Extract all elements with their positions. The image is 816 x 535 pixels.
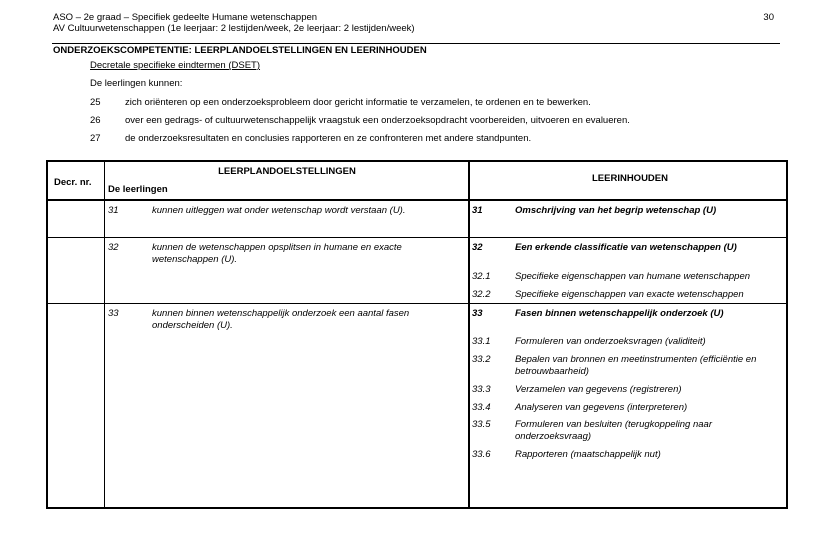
li-sub-text: Specifieke eigenschappen van humane wetenschappen [515, 271, 751, 282]
li-number: 33 [472, 308, 483, 319]
li-text: Een erkende classificatie van wetenschappen (U) [515, 242, 737, 253]
column-header-lpd-sub: De leerlingen [108, 184, 168, 195]
lpd-text: kunnen de wetenschappen opsplitsen in humane en exacte wetenschappen (U). [152, 242, 402, 265]
li-sub-number: 32.1 [472, 271, 491, 282]
lpd-text: kunnen uitleggen wat onder wetenschap wordt verstaan (U). [152, 205, 406, 216]
li-sub-text: Bepalen van bronnen en meetinstrumenten (efficiëntie en betrouwbaarheid) [515, 354, 757, 377]
lpd-number: 31 [108, 205, 119, 216]
header-line-2: AV Cultuurwetenschappen (1e leerjaar: 2 lestijden/week, 2e leerjaar: 2 lestijden/week) [53, 23, 415, 34]
li-sub-number: 33.5 [472, 419, 491, 430]
header-line-1: ASO – 2e graad – Specifiek gedeelte Humane wetenschappen [53, 12, 318, 23]
li-number: 31 [472, 205, 483, 216]
lpd-text: kunnen binnen wetenschappelijk onderzoek een aantal fasen onderscheiden (U). [152, 308, 410, 331]
column-header-decr: Decr. nr. [54, 177, 92, 188]
column-divider [468, 162, 470, 507]
section-subtitle: Decretale specifieke eindtermen (DSET) [90, 60, 261, 71]
column-header-li: LEERINHOUDEN [591, 173, 668, 184]
objective-text: over een gedrags- of cultuurwetenschappelijk vraagstuk een onderzoeksopdracht voorbereiden, uitvoeren en evalueren. [125, 115, 630, 126]
lpd-number: 32 [108, 242, 119, 253]
objective-text: de onderzoeksresultaten en conclusies rapporteren en ze confronteren met andere standpunten. [125, 133, 532, 144]
objective-number: 27 [90, 133, 101, 144]
li-number: 32 [472, 242, 483, 253]
objective-number: 26 [90, 115, 101, 126]
row-divider [48, 303, 786, 304]
header-row-divider [48, 199, 786, 201]
curriculum-table [46, 160, 788, 509]
li-sub-number: 33.4 [472, 402, 491, 413]
li-sub-number: 33.1 [472, 336, 491, 347]
header-divider [52, 43, 780, 44]
section-title: ONDERZOEKSCOMPETENTIE: LEERPLANDOELSTELLINGEN EN LEERINHOUDEN [53, 45, 427, 56]
row-divider [48, 237, 786, 238]
li-sub-text: Specifieke eigenschappen van exacte wetenschappen [515, 289, 744, 300]
li-sub-number: 33.2 [472, 354, 491, 365]
li-sub-text: Formuleren van besluiten (terugkoppeling naar onderzoeksvraag) [515, 419, 712, 442]
li-sub-number: 32.2 [472, 289, 491, 300]
objective-number: 25 [90, 97, 101, 108]
li-sub-text: Formuleren van onderzoeksvragen (validiteit) [515, 336, 706, 347]
li-sub-text: Rapporteren (maatschappelijk nut) [515, 449, 661, 460]
lpd-number: 33 [108, 308, 119, 319]
column-header-lpd: LEERPLANDOELSTELLINGEN [218, 166, 356, 177]
li-text: Fasen binnen wetenschappelijk onderzoek (U) [515, 308, 724, 319]
li-sub-number: 33.6 [472, 449, 491, 460]
li-text: Omschrijving van het begrip wetenschap (U) [515, 205, 717, 216]
li-sub-number: 33.3 [472, 384, 491, 395]
li-sub-text: Verzamelen van gegevens (registreren) [515, 384, 682, 395]
page-number: 30 [763, 12, 774, 23]
column-divider [104, 162, 105, 507]
section-intro: De leerlingen kunnen: [90, 78, 183, 89]
li-sub-text: Analyseren van gegevens (interpreteren) [515, 402, 688, 413]
objective-text: zich oriënteren op een onderzoeksprobleem door gericht informatie te verzamelen, te ordenen en te bewerken. [125, 97, 591, 108]
